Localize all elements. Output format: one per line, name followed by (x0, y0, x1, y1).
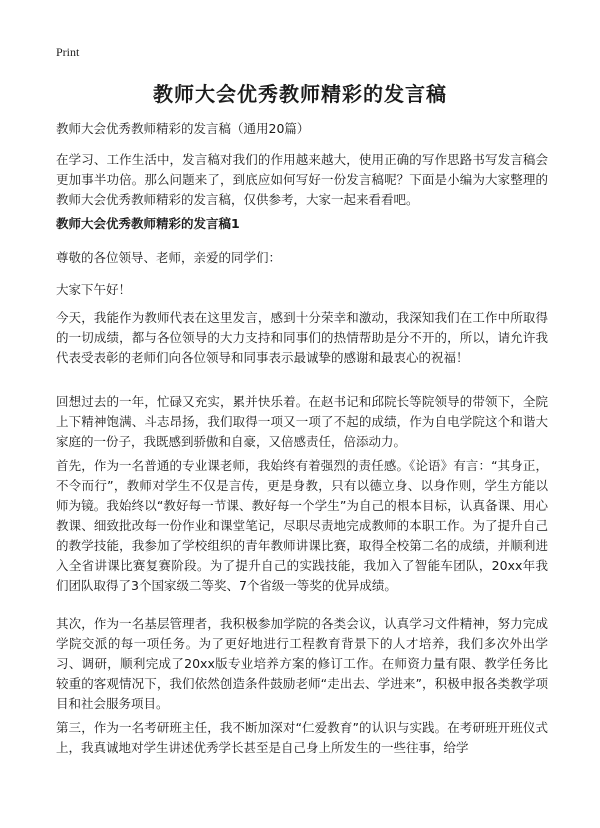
body-paragraph-text: 第三，作为一名考研班主任，我不断加深对“仁爱教育”的认识与实践。在考研班开班仪式上，我真诚地对学生讲述优秀学长甚至是自己身上所发生的一些往事，给学 (56, 720, 548, 755)
greeting-text: 尊敬的各位领导、老师，亲爱的同学们： (56, 250, 282, 265)
body-paragraph-text: 回想过去的一年，忙碌又充实，累并快乐着。在赵书记和邱院长等院领导的带领下，全院上下精神饱满、斗志昂扬，我们取得一项又一项了不起的成绩，作为自电学院这个和谐大家庭的一份子，我既感到骄傲和自豪，又倍感责任，倍添动力。 (56, 394, 548, 449)
body-paragraph-text: 其次，作为一名基层管理者，我积极参加学院的各类会议，认真学习文件精神，努力完成学院交派的每一项任务。为了更好地进行工程教育背景下的人才培养，我们多次外出学习、调研，顺利完成了20xx版专业培养方案的修订工作。在师资力量有限、教学任务比较重的客观情况下，我们依然创造条件鼓励老师“走出去、学进来”，积极申报各类教学项目和社会服务项目。 (56, 616, 548, 711)
body-paragraph (56, 308, 548, 368)
page-title: 教师大会优秀教师精彩的发言稿 (153, 82, 447, 106)
body-paragraph (56, 718, 548, 758)
body-paragraph (56, 456, 548, 596)
body-paragraph (56, 392, 548, 452)
intro-paragraph (56, 150, 548, 210)
subtitle-text: 教师大会优秀教师精彩的发言稿（通用20篇） (56, 121, 310, 136)
body-paragraph-text: 首先，作为一名普通的专业课老师，我始终有着强烈的责任感。《论语》有言：“其身正，不令而行”，教师对学生不仅是言传，更是身教，只有以德立身、以身作则，学生方能以师为镜。我始终以“教好每一节课、教好每一个学生”为自己的根本目标，认真备课、用心教课、细致批改每一份作业和课堂笔记，尽职尽责地完成教师的本职工作。为了提升自己的教学技能，我参加了学校组织的青年教师讲课比赛，取得全校第二名的成绩，并顺利进入全省讲课比赛复赛阶段。为了提升自己的实践技能，我加入了智能车团队，20xx年我们团队取得了3个国家级二等奖、7个省级一等奖的优异成绩。 (56, 458, 548, 593)
salutation-paragraph (56, 280, 548, 300)
section-heading-text: 教师大会优秀教师精彩的发言稿1 (56, 216, 240, 231)
document-subtitle (56, 119, 548, 139)
print-label: Print (56, 45, 80, 59)
salutation-text: 大家下午好！ (56, 282, 132, 297)
body-paragraph (56, 614, 548, 714)
body-paragraph-text: 今天，我能作为教师代表在这里发言，感到十分荣幸和激动，我深知我们在工作中所取得的一切成绩，都与各位领导的大力支持和同事们的热情帮助是分不开的，所以，请允许我代表受表彰的老师们向各位领导和同事表示最诚挚的感谢和最衷心的祝福！ (56, 310, 548, 365)
greeting-paragraph (56, 248, 548, 268)
section-heading (56, 214, 548, 234)
intro-text: 在学习、工作生活中，发言稿对我们的作用越来越大，使用正确的写作思路书写发言稿会更加事半功倍。那么问题来了，到底应如何写好一份发言稿呢？下面是小编为大家整理的教师大会优秀教师精彩的发言稿，仅供参考，大家一起来看看吧。 (56, 152, 548, 207)
